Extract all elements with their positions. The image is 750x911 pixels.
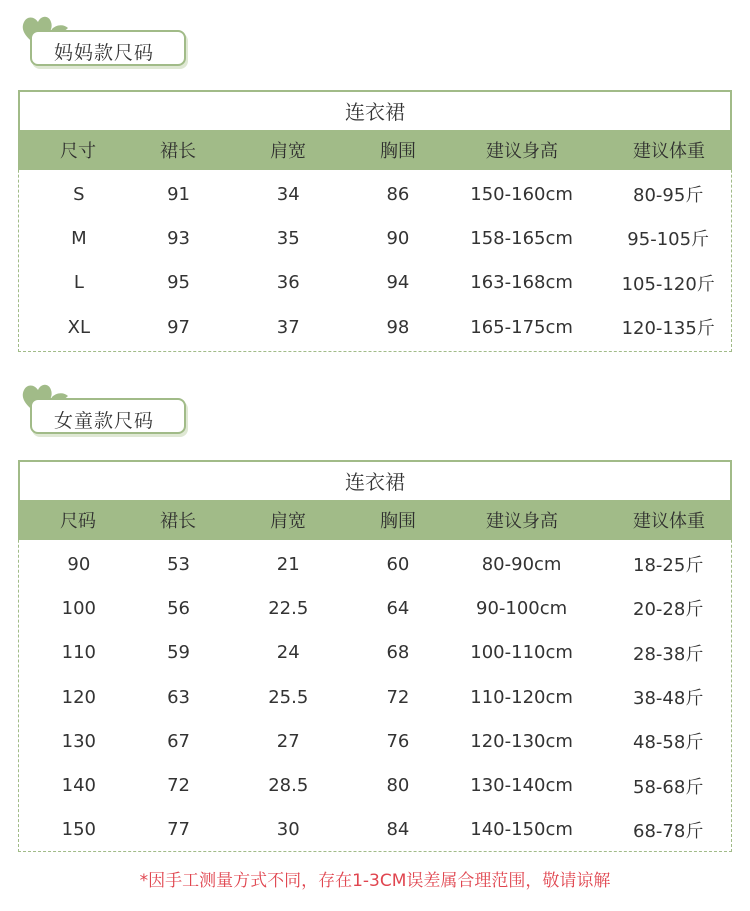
table-cell: 140 (61, 775, 96, 797)
table-row (19, 261, 731, 305)
header-cell: 裙长 (160, 141, 196, 162)
header-cell: 建议身高 (486, 511, 558, 532)
table-body (19, 170, 731, 349)
table-cell: 80-90cm (481, 553, 562, 575)
table-cell: M (71, 227, 87, 249)
table-row (19, 216, 731, 260)
table-cell: 120-135斤 (621, 318, 715, 340)
table-cell: 110 (61, 642, 96, 664)
table-cell: 84 (386, 819, 410, 841)
table-cell: 98 (386, 316, 410, 338)
table-header (18, 130, 732, 170)
table-cell: 100 (61, 597, 96, 619)
table-cell: 150 (61, 819, 96, 841)
table-cell: 130-140cm (470, 775, 573, 797)
table-cell: 163-168cm (470, 272, 573, 294)
size-table-mother (18, 90, 732, 352)
table-row (19, 305, 731, 349)
table-cell: 68-78斤 (633, 820, 704, 842)
table-cell: 95 (167, 272, 190, 294)
header-cell: 建议体重 (633, 141, 705, 162)
table-cell: 34 (276, 183, 300, 205)
table-cell: 120-130cm (470, 730, 573, 752)
table-body (19, 540, 731, 852)
table-cell: 150-160cm (470, 183, 573, 205)
table-cell: 67 (167, 730, 190, 752)
table-cell: 100-110cm (470, 642, 573, 664)
section-label-mother (18, 10, 178, 70)
table-cell: 24 (276, 642, 300, 664)
header-cell: 尺寸 (60, 141, 96, 162)
table-cell: 80-95斤 (633, 185, 704, 207)
table-cell: 59 (167, 642, 190, 664)
table-cell: 27 (276, 730, 300, 752)
table-row (19, 172, 731, 216)
header-cell: 肩宽 (270, 141, 306, 162)
table-cell: 91 (167, 183, 190, 205)
table-cell: 28.5 (268, 775, 309, 797)
table-cell: 76 (386, 730, 410, 752)
header-cell: 胸围 (380, 511, 416, 532)
table-cell: 158-165cm (470, 227, 573, 249)
table-cell: 63 (167, 686, 190, 708)
table-cell: 93 (167, 227, 190, 249)
table-cell: 68 (386, 642, 410, 664)
measurement-footnote: *因手工测量方式不同，存在1-3CM误差属合理范围，敬请谅解 (139, 871, 611, 891)
table-row (19, 808, 731, 852)
table-cell: 80 (386, 775, 410, 797)
table-cell: 165-175cm (470, 316, 573, 338)
table-cell: 110-120cm (470, 686, 573, 708)
table-cell: 30 (276, 819, 300, 841)
table-cell: 58-68斤 (633, 776, 704, 798)
table-cell: 97 (167, 316, 190, 338)
table-cell: 64 (386, 597, 410, 619)
table-cell: 105-120斤 (621, 273, 715, 295)
table-cell: 18-25斤 (633, 555, 704, 577)
section-label-text: 女童款尺码 (54, 410, 155, 432)
table-cell: S (73, 183, 85, 205)
table-cell: 60 (386, 553, 410, 575)
table-cell: 72 (167, 775, 190, 797)
table-cell: 53 (167, 553, 190, 575)
table-cell: 77 (167, 819, 190, 841)
table-row (19, 763, 731, 807)
table-cell: 72 (386, 686, 410, 708)
table-cell: 130 (61, 730, 96, 752)
table-row (19, 586, 731, 630)
table-cell: 38-48斤 (633, 688, 704, 710)
header-cell: 裙长 (160, 511, 196, 532)
table-cell: 56 (167, 597, 190, 619)
table-cell: 120 (61, 686, 96, 708)
section-label-text: 妈妈款尺码 (54, 42, 155, 64)
table-row (19, 675, 731, 719)
table-cell: 90 (386, 227, 410, 249)
table-title: 连衣裙 (18, 460, 732, 500)
table-cell: 90 (67, 553, 91, 575)
table-cell: 36 (276, 272, 300, 294)
table-cell: 35 (276, 227, 300, 249)
header-cell: 建议身高 (486, 141, 558, 162)
header-cell: 胸围 (380, 141, 416, 162)
table-cell: 20-28斤 (633, 599, 704, 621)
table-title: 连衣裙 (18, 90, 732, 130)
table-cell: 21 (276, 553, 300, 575)
table-cell: 94 (386, 272, 410, 294)
size-table-girl (18, 460, 732, 852)
table-cell: 37 (276, 316, 300, 338)
table-row (19, 542, 731, 586)
table-cell: 140-150cm (470, 819, 573, 841)
table-cell: 86 (386, 183, 410, 205)
table-cell: 95-105斤 (627, 229, 710, 251)
table-cell: 25.5 (268, 686, 309, 708)
table-cell: 22.5 (268, 597, 309, 619)
header-cell: 尺码 (60, 511, 96, 532)
table-cell: 28-38斤 (633, 643, 704, 665)
table-row (19, 719, 731, 763)
section-label-girl (18, 378, 178, 438)
table-header (18, 500, 732, 540)
header-cell: 肩宽 (270, 511, 306, 532)
table-cell: 48-58斤 (633, 732, 704, 754)
table-cell: L (73, 272, 84, 294)
header-cell: 建议体重 (633, 511, 705, 532)
section-label-pill (30, 30, 186, 66)
table-row (19, 631, 731, 675)
table-cell: 90-100cm (476, 597, 568, 619)
section-label-pill (30, 398, 186, 434)
table-cell: XL (67, 316, 90, 338)
